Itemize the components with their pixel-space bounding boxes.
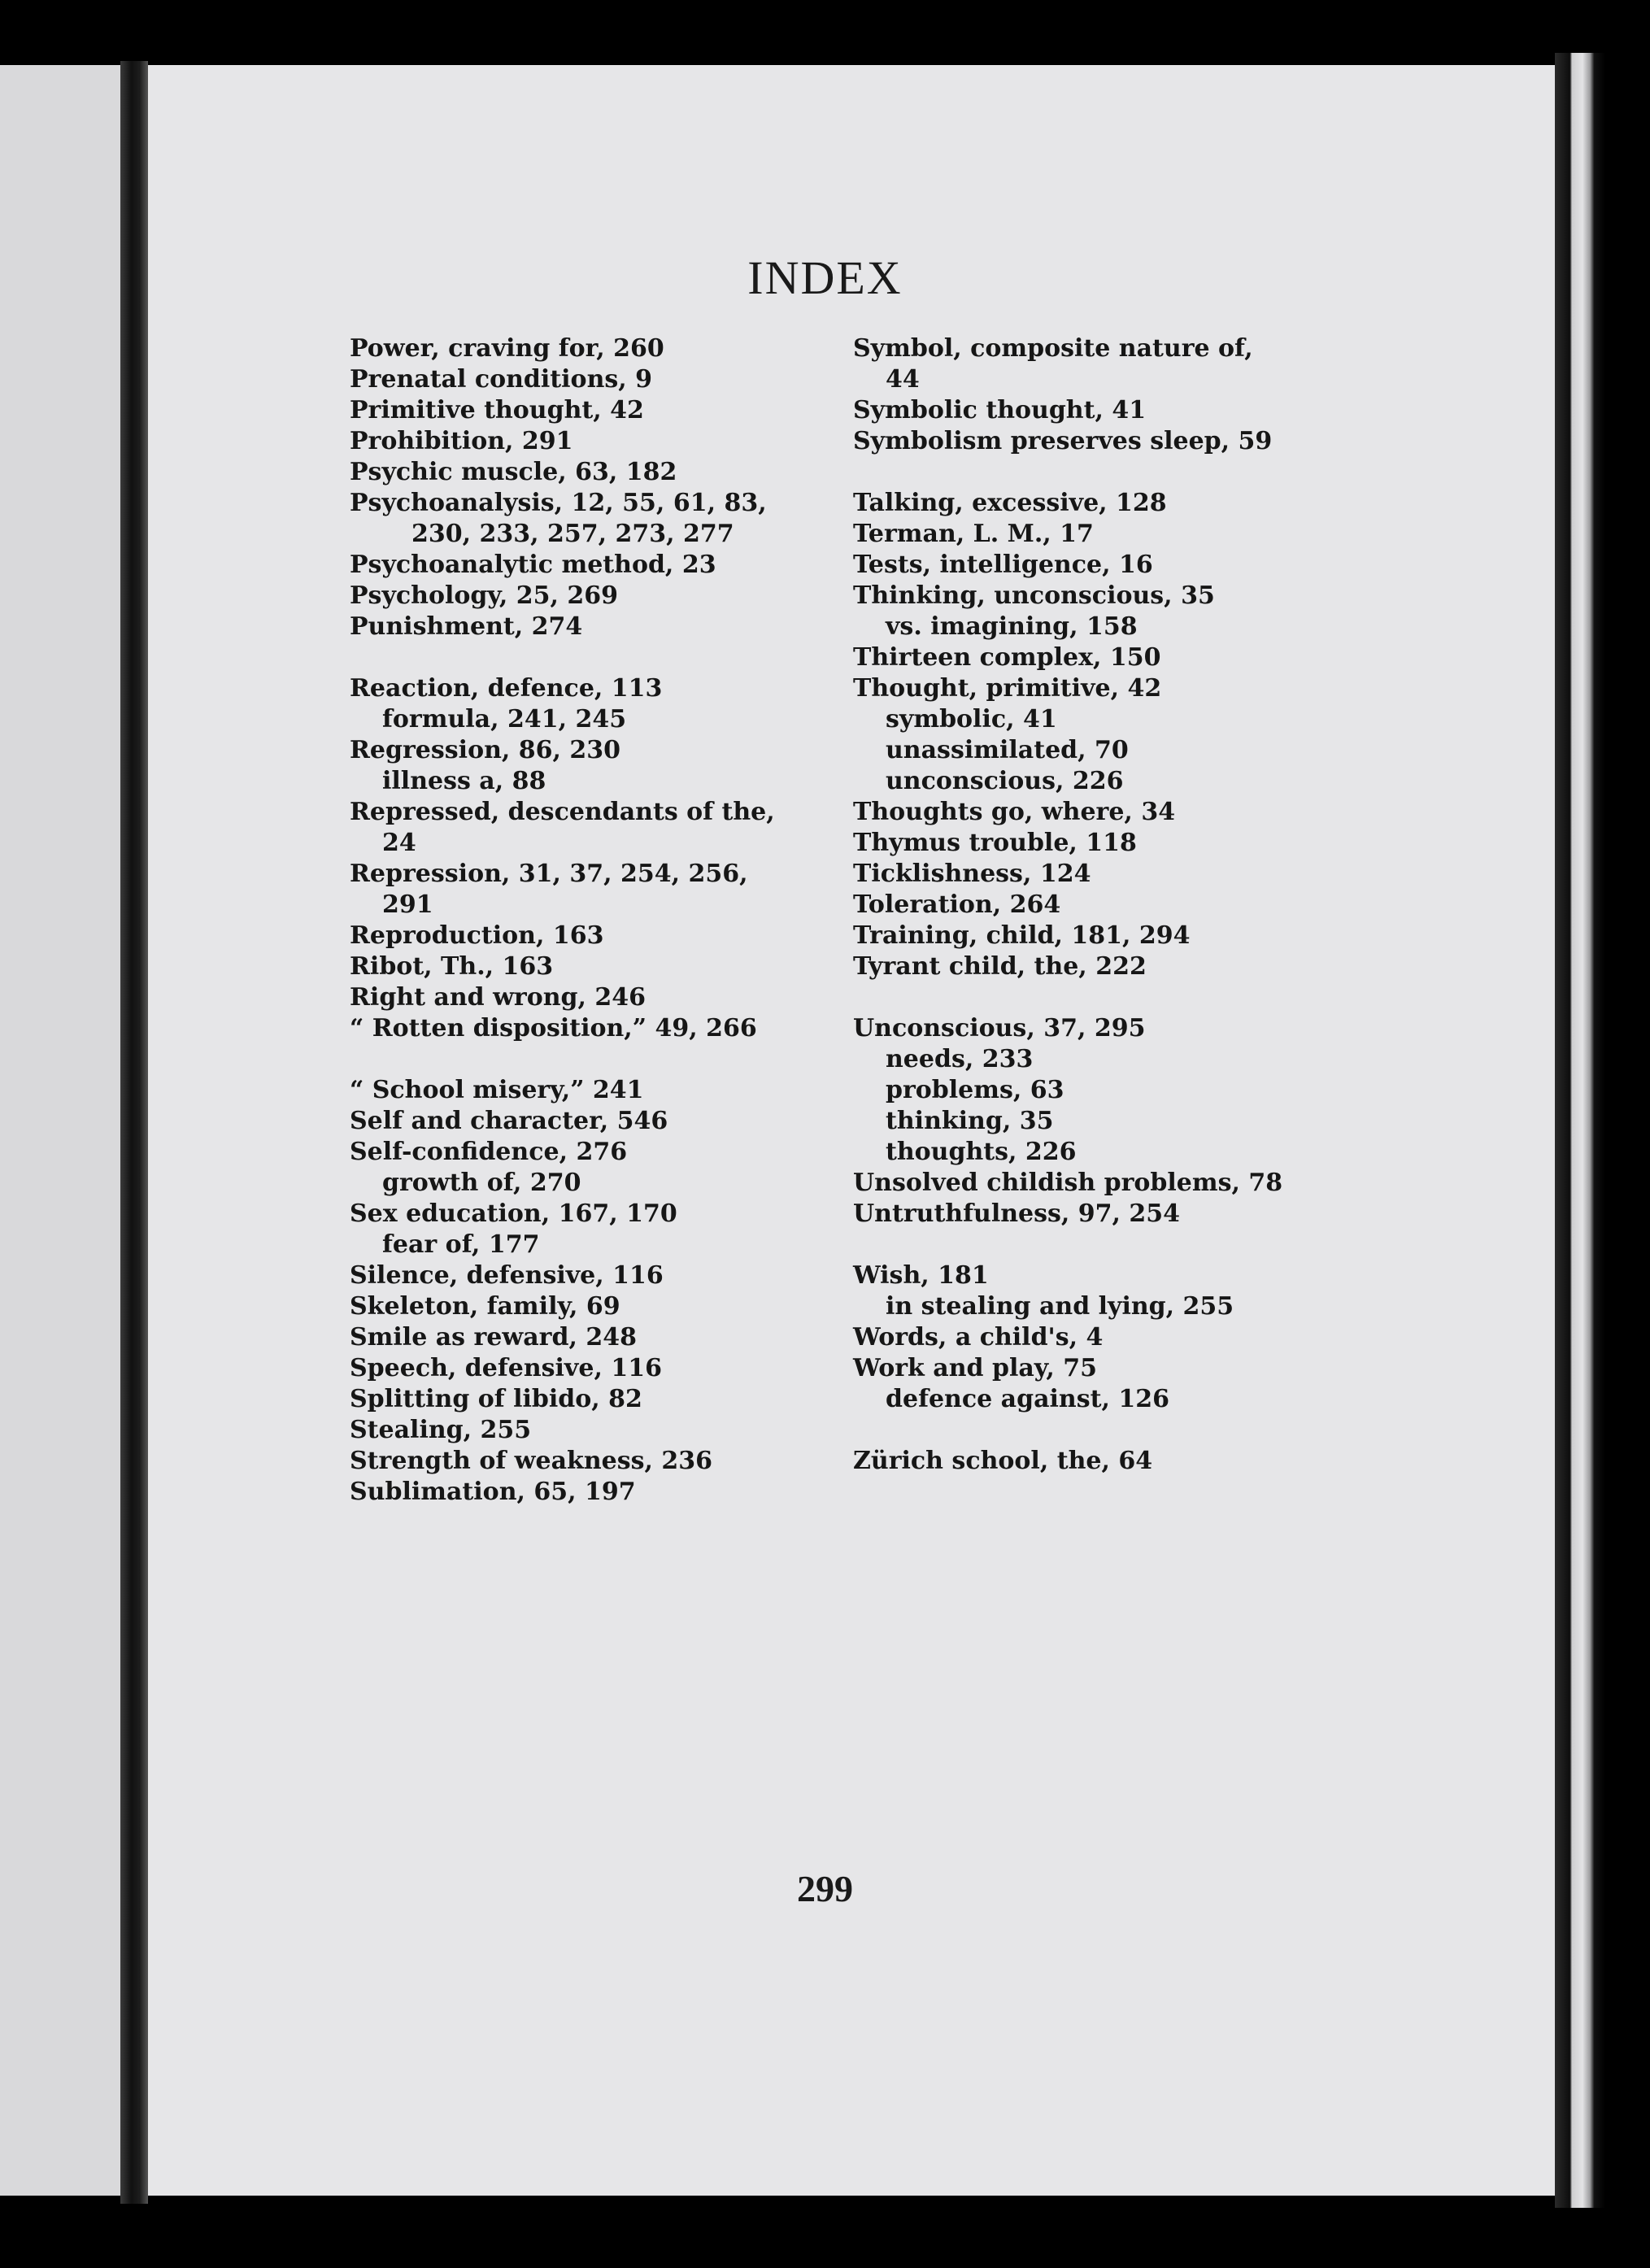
index-entry: Symbolism preserves sleep, 59 <box>853 427 1273 455</box>
index-subentry: thinking, 35 <box>886 1107 1054 1135</box>
index-subentry: thoughts, 226 <box>886 1138 1077 1166</box>
index-entry: “ School misery,” 241 <box>350 1076 644 1104</box>
index-entry: Zürich school, the, 64 <box>853 1447 1153 1475</box>
page-number: 299 <box>797 1868 853 1909</box>
index-subentry: 44 <box>886 365 920 394</box>
index-entry: Reaction, defence, 113 <box>350 674 663 703</box>
index-subentry: unconscious, 226 <box>886 767 1124 795</box>
index-entry: Speech, defensive, 116 <box>350 1354 662 1382</box>
index-entry: Repressed, descendants of the, <box>350 798 775 826</box>
index-entry: Wish, 181 <box>853 1261 989 1290</box>
index-entry: Right and wrong, 246 <box>350 983 647 1012</box>
index-subentry: illness a, 88 <box>382 767 546 795</box>
index-entry: Regression, 86, 230 <box>350 736 621 764</box>
index-entry: Reproduction, 163 <box>350 921 604 950</box>
index-entry: Ticklishness, 124 <box>853 860 1091 888</box>
index-entry: Unconscious, 37, 295 <box>853 1014 1146 1043</box>
index-subentry: growth of, 270 <box>382 1169 581 1197</box>
index-entry: Terman, L. M., 17 <box>853 520 1094 548</box>
index-entry: Tests, intelligence, 16 <box>853 551 1153 579</box>
index-subentry: 24 <box>382 829 416 857</box>
index-entry: Untruthfulness, 97, 254 <box>853 1199 1181 1228</box>
index-entry: Power, craving for, 260 <box>350 334 664 363</box>
index-subentry: vs. imagining, 158 <box>886 612 1138 641</box>
index-entry: Thinking, unconscious, 35 <box>853 581 1215 610</box>
index-column-right <box>853 333 1325 1477</box>
index-entry: Smile as reward, 248 <box>350 1323 637 1352</box>
index-entry: Words, a child's, 4 <box>853 1323 1104 1352</box>
index-entry: Psychoanalysis, 12, 55, 61, 83, <box>350 489 767 517</box>
index-entry: Primitive thought, 42 <box>350 396 644 424</box>
index-entry: Thirteen complex, 150 <box>853 643 1161 672</box>
index-entry: Thoughts go, where, 34 <box>853 798 1176 826</box>
index-entry: Silence, defensive, 116 <box>350 1261 664 1290</box>
index-entry: Sex education, 167, 170 <box>350 1199 677 1228</box>
index-subentry: defence against, 126 <box>886 1385 1169 1413</box>
index-entry: Psychic muscle, 63, 182 <box>350 458 677 486</box>
index-entry: Prohibition, 291 <box>350 427 573 455</box>
index-entry: Unsolved childish problems, 78 <box>853 1169 1283 1197</box>
index-subentry: fear of, 177 <box>382 1230 540 1259</box>
index-entry: Sublimation, 65, 197 <box>350 1478 636 1506</box>
index-subentry: symbolic, 41 <box>886 705 1057 734</box>
index-subentry: needs, 233 <box>886 1045 1034 1073</box>
index-subentry: problems, 63 <box>886 1076 1064 1104</box>
index-entry: Talking, excessive, 128 <box>853 489 1167 517</box>
index-subentry: in stealing and lying, 255 <box>886 1292 1234 1321</box>
index-entry: Splitting of libido, 82 <box>350 1385 642 1413</box>
index-subentry: 291 <box>382 890 433 919</box>
index-entry: “ Rotten disposition,” 49, 266 <box>350 1014 757 1043</box>
index-entry: Skeleton, family, 69 <box>350 1292 620 1321</box>
index-entry: Self-confidence, 276 <box>350 1138 628 1166</box>
index-column-left <box>350 333 821 1508</box>
index-entry: Stealing, 255 <box>350 1416 532 1444</box>
index-entry: Psychoanalytic method, 23 <box>350 551 716 579</box>
index-subentry: unassimilated, 70 <box>886 736 1129 764</box>
index-entry: Toleration, 264 <box>853 890 1061 919</box>
index-entry: Psychology, 25, 269 <box>350 581 619 610</box>
index-subentry: 230, 233, 257, 273, 277 <box>411 520 734 548</box>
index-entry: Tyrant child, the, 222 <box>853 952 1147 981</box>
page-title: INDEX <box>747 251 903 304</box>
index-entry: Punishment, 274 <box>350 612 583 641</box>
index-entry: Prenatal conditions, 9 <box>350 365 653 394</box>
index-entry: Ribot, Th., 163 <box>350 952 554 981</box>
index-entry: Thought, primitive, 42 <box>853 674 1162 703</box>
index-entry: Strength of weakness, 236 <box>350 1447 713 1475</box>
index-subentry: formula, 241, 245 <box>382 705 627 734</box>
index-entry: Symbolic thought, 41 <box>853 396 1147 424</box>
index-entry: Symbol, composite nature of, <box>853 334 1253 363</box>
index-entry: Work and play, 75 <box>853 1354 1097 1382</box>
index-entry: Repression, 31, 37, 254, 256, <box>350 860 748 888</box>
index-entry: Self and character, 546 <box>350 1107 668 1135</box>
index-entry: Thymus trouble, 118 <box>853 829 1137 857</box>
index-entry: Training, child, 181, 294 <box>853 921 1191 950</box>
